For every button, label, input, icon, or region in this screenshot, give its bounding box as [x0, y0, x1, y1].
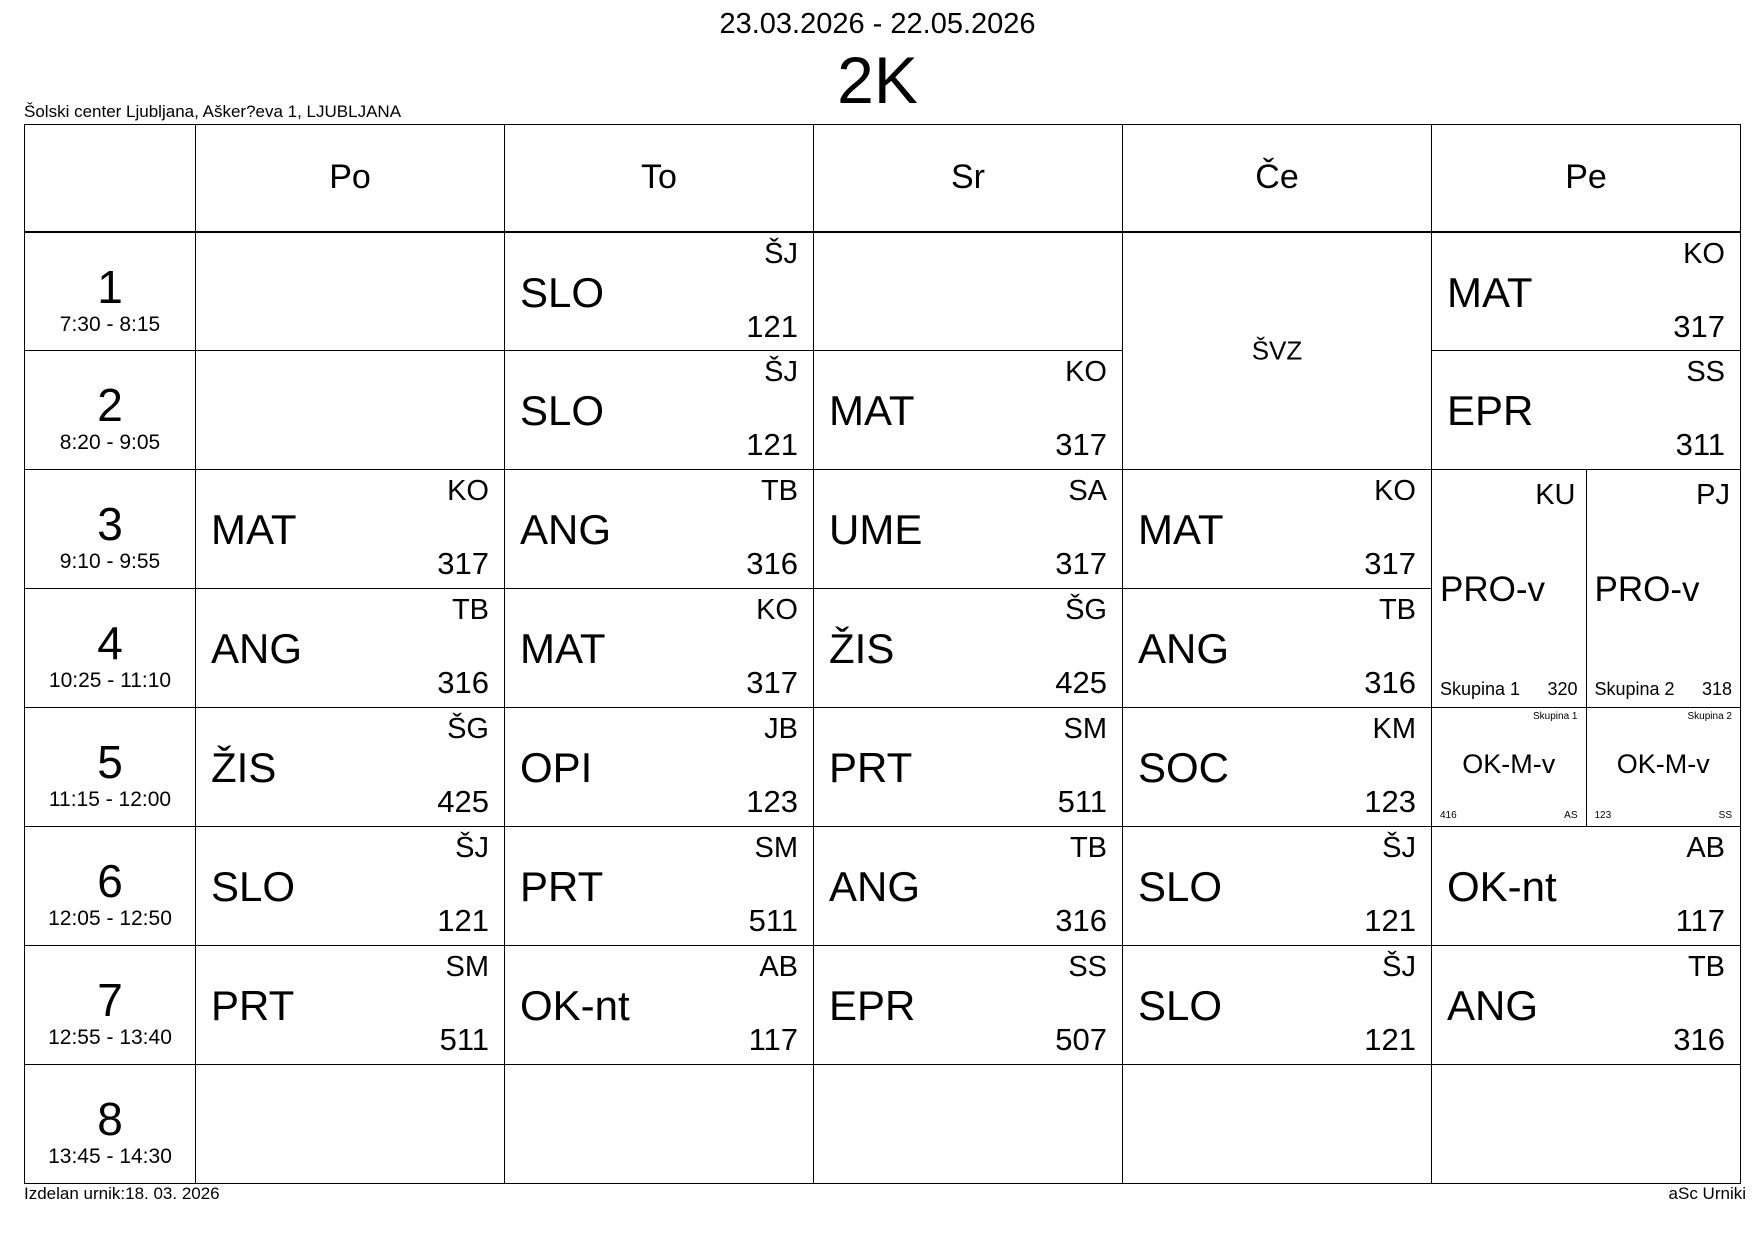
lesson-subject: MAT	[1447, 268, 1533, 316]
lesson-room: 121	[1364, 903, 1416, 938]
lesson-cell[interactable]	[196, 470, 505, 589]
lesson-teacher: ŠJ	[455, 832, 489, 864]
lesson-room: 317	[1673, 308, 1725, 344]
lesson-subject: ŠVZ	[1251, 335, 1303, 366]
period-number: 7	[97, 974, 123, 1026]
lesson-subject: ANG	[829, 863, 921, 910]
period-time: 12:05 - 12:50	[48, 907, 172, 930]
lesson-cell[interactable]	[1432, 946, 1741, 1065]
period-time: 7:30 - 8:15	[59, 312, 161, 336]
period-row-8	[25, 1065, 1741, 1184]
lesson-teacher: ŠJ	[764, 356, 798, 388]
lesson-subject: SLO	[1138, 863, 1223, 910]
lesson-teacher: SM	[445, 951, 489, 983]
day-header-thu: Če	[1123, 125, 1432, 232]
lesson-teacher: ŠJ	[764, 237, 798, 270]
lesson-teacher: KO	[756, 594, 798, 626]
lesson-group: Skupina 1	[1440, 679, 1521, 699]
lesson-room: 121	[746, 427, 798, 462]
lesson-subject: UME	[829, 506, 923, 553]
lesson-room: 317	[437, 546, 489, 581]
lesson-teacher: TB	[760, 475, 798, 507]
lesson-group: Skupina 2	[1687, 711, 1732, 722]
lesson-subject: ANG	[211, 625, 303, 672]
group-lesson-1[interactable]	[1432, 470, 1586, 707]
lesson-subject: OK-nt	[1447, 863, 1557, 910]
lesson-room: 425	[437, 784, 489, 819]
period-number: 8	[97, 1093, 123, 1145]
lesson-cell[interactable]	[505, 232, 814, 351]
lesson-teacher: ŠG	[447, 713, 489, 745]
lesson-teacher: PJ	[1696, 479, 1730, 511]
lesson-cell[interactable]	[1123, 708, 1432, 827]
lesson-subject: ANG	[1447, 982, 1539, 1029]
lesson-subject: SLO	[520, 268, 605, 316]
software-credit: aSc Urniki	[1668, 1184, 1746, 1203]
date-range: 23.03.2026 - 22.05.2026	[719, 8, 1036, 40]
lesson-subject: SLO	[211, 863, 296, 910]
period-cell	[25, 708, 196, 827]
period-time: 12:55 - 13:40	[48, 1026, 172, 1049]
period-time: 11:15 - 12:00	[48, 788, 172, 811]
lesson-room: 318	[1701, 679, 1732, 699]
day-header-fri: Pe	[1432, 125, 1741, 232]
empty-slot	[196, 1065, 505, 1184]
lesson-room: 507	[1055, 1022, 1107, 1057]
lesson-teacher: ŠJ	[1382, 951, 1416, 983]
lesson-teacher: TB	[1069, 832, 1107, 864]
lesson-teacher: SS	[1068, 951, 1107, 983]
lesson-room: 317	[1364, 546, 1416, 581]
period-cell	[25, 827, 196, 946]
period-number: 3	[97, 498, 123, 550]
lesson-room: 123	[1364, 784, 1416, 819]
lesson-subject: ŽIS	[829, 625, 895, 672]
created-date: Izdelan urnik:18. 03. 2026	[24, 1184, 220, 1203]
lesson-subject: EPR	[1447, 387, 1534, 434]
lesson-cell[interactable]	[1432, 232, 1741, 351]
lesson-teacher: AB	[1686, 832, 1725, 864]
lesson-room: 317	[1055, 546, 1107, 581]
lesson-teacher: SA	[1068, 475, 1107, 507]
period-row-1	[25, 232, 1741, 351]
lesson-teacher: KO	[1065, 356, 1107, 388]
period-number: 5	[97, 736, 123, 788]
lesson-room: 316	[1364, 665, 1416, 700]
period-cell	[25, 232, 196, 351]
group-lesson-1[interactable]	[1432, 708, 1586, 826]
lesson-room: 311	[1675, 427, 1725, 462]
lesson-room: 121	[1364, 1022, 1416, 1057]
lesson-block-cell[interactable]	[1123, 232, 1432, 470]
lesson-teacher: TB	[1378, 594, 1416, 626]
lesson-subject: MAT	[520, 625, 606, 672]
lesson-teacher: AS	[1564, 810, 1578, 821]
empty-slot	[196, 351, 505, 470]
lesson-room: 511	[439, 1022, 489, 1057]
empty-slot	[1432, 1065, 1741, 1184]
lesson-group: Skupina 2	[1594, 679, 1675, 699]
lesson-subject: PRT	[829, 744, 913, 791]
lesson-cell[interactable]	[505, 708, 814, 827]
empty-slot	[196, 232, 505, 351]
lesson-subject: OK-M-v	[1616, 749, 1710, 779]
lesson-room: 511	[748, 903, 798, 938]
lesson-teacher: ŠG	[1065, 594, 1107, 626]
lesson-cell[interactable]	[196, 708, 505, 827]
lesson-room: 320	[1547, 679, 1578, 699]
lesson-subject: OK-nt	[520, 982, 630, 1029]
period-row-5	[25, 708, 1741, 827]
period-time: 10:25 - 11:10	[48, 669, 172, 692]
lesson-teacher: TB	[1687, 951, 1725, 983]
split-lesson-cell[interactable]	[1432, 708, 1741, 827]
lesson-teacher: AB	[759, 951, 798, 983]
lesson-group: Skupina 1	[1533, 711, 1578, 722]
period-row-3	[25, 470, 1741, 589]
lesson-cell[interactable]	[1123, 946, 1432, 1065]
lesson-room: 121	[746, 308, 798, 344]
period-time: 8:20 - 9:05	[59, 431, 161, 454]
school-address: Šolski center Ljubljana, Ašker?eva 1, LJUBLJANA	[24, 102, 402, 121]
lesson-cell[interactable]	[1123, 827, 1432, 946]
lesson-teacher: KO	[447, 475, 489, 507]
split-lesson-cell[interactable]	[1432, 470, 1741, 708]
lesson-subject: PRT	[520, 863, 604, 910]
period-time: 9:10 - 9:55	[59, 550, 161, 573]
lesson-subject: MAT	[211, 506, 297, 553]
lesson-teacher: KO	[1683, 237, 1725, 270]
period-cell	[25, 351, 196, 470]
period-number: 1	[97, 260, 123, 313]
lesson-cell[interactable]	[505, 470, 814, 589]
period-row-6	[25, 827, 1741, 946]
lesson-subject: ŽIS	[211, 744, 277, 791]
lesson-cell[interactable]	[1123, 589, 1432, 708]
lesson-subject: MAT	[1138, 506, 1224, 553]
period-number: 2	[97, 379, 123, 431]
lesson-room: 121	[437, 903, 489, 938]
lesson-teacher: KU	[1535, 479, 1576, 511]
lesson-room: 316	[746, 546, 798, 581]
period-row-2	[25, 351, 1741, 470]
day-header-mon: Po	[196, 125, 505, 232]
lesson-cell[interactable]	[814, 827, 1123, 946]
lesson-subject: PRT	[211, 982, 295, 1029]
lesson-cell[interactable]	[505, 827, 814, 946]
lesson-cell[interactable]	[1432, 827, 1741, 946]
lesson-cell[interactable]	[814, 708, 1123, 827]
lesson-subject: SLO	[1138, 982, 1223, 1029]
day-header-wed: Sr	[814, 125, 1123, 232]
group-lesson-2[interactable]	[1586, 470, 1741, 707]
period-number: 4	[97, 617, 123, 669]
lesson-teacher: JB	[764, 713, 798, 745]
empty-slot	[814, 1065, 1123, 1184]
empty-slot	[1123, 1065, 1432, 1184]
lesson-cell[interactable]	[814, 946, 1123, 1065]
lesson-teacher: SM	[754, 832, 798, 864]
lesson-room: 316	[437, 665, 489, 700]
lesson-teacher: SS	[1718, 810, 1732, 821]
lesson-room: 316	[1055, 903, 1107, 938]
lesson-subject: OK-M-v	[1462, 749, 1556, 779]
lesson-subject: ANG	[520, 506, 612, 553]
lesson-cell[interactable]	[505, 589, 814, 708]
lesson-cell[interactable]	[1432, 351, 1741, 470]
lesson-teacher: SS	[1686, 356, 1725, 388]
lesson-room: 425	[1055, 665, 1107, 700]
empty-slot	[814, 232, 1123, 351]
lesson-room: 416	[1440, 810, 1457, 821]
lesson-cell[interactable]	[814, 351, 1123, 470]
lesson-room: 511	[1057, 784, 1107, 819]
lesson-cell[interactable]	[196, 589, 505, 708]
lesson-teacher: SM	[1063, 713, 1107, 745]
period-cell	[25, 589, 196, 708]
day-header-row	[25, 125, 1741, 232]
period-row-7	[25, 946, 1741, 1065]
day-header-tue: To	[505, 125, 814, 232]
lesson-cell[interactable]	[814, 589, 1123, 708]
lesson-subject: SLO	[520, 387, 605, 434]
lesson-cell[interactable]	[814, 470, 1123, 589]
lesson-subject: PRO-v	[1440, 570, 1545, 609]
lesson-teacher: ŠJ	[1382, 832, 1416, 864]
lesson-subject: MAT	[829, 387, 915, 434]
period-time: 13:45 - 14:30	[48, 1145, 172, 1168]
lesson-room: 117	[748, 1022, 798, 1057]
corner-cell	[25, 125, 196, 232]
lesson-subject: OPI	[520, 744, 593, 791]
empty-slot	[505, 1065, 814, 1184]
lesson-room: 317	[1055, 427, 1107, 462]
lesson-room: 316	[1673, 1022, 1725, 1057]
period-cell	[25, 1065, 196, 1184]
lesson-teacher: KM	[1372, 713, 1416, 745]
timetable-grid	[24, 124, 1741, 1184]
group-lesson-2[interactable]	[1586, 708, 1741, 826]
lesson-teacher: KO	[1374, 475, 1416, 507]
class-title: 2K	[837, 43, 918, 117]
lesson-cell[interactable]	[1123, 470, 1432, 589]
lesson-room: 317	[746, 665, 798, 700]
lesson-subject: ANG	[1138, 625, 1230, 672]
period-cell	[25, 946, 196, 1065]
lesson-cell[interactable]	[505, 351, 814, 470]
period-number: 6	[97, 855, 123, 907]
lesson-room: 123	[746, 784, 798, 819]
lesson-room: 123	[1594, 810, 1612, 821]
lesson-cell[interactable]	[505, 946, 814, 1065]
lesson-subject: PRO-v	[1594, 570, 1700, 609]
lesson-room: 117	[1675, 903, 1725, 938]
period-cell	[25, 470, 196, 589]
lesson-subject: SOC	[1138, 744, 1230, 791]
lesson-teacher: TB	[451, 594, 489, 626]
lesson-cell[interactable]	[196, 827, 505, 946]
lesson-cell[interactable]	[196, 946, 505, 1065]
lesson-subject: EPR	[829, 982, 916, 1029]
